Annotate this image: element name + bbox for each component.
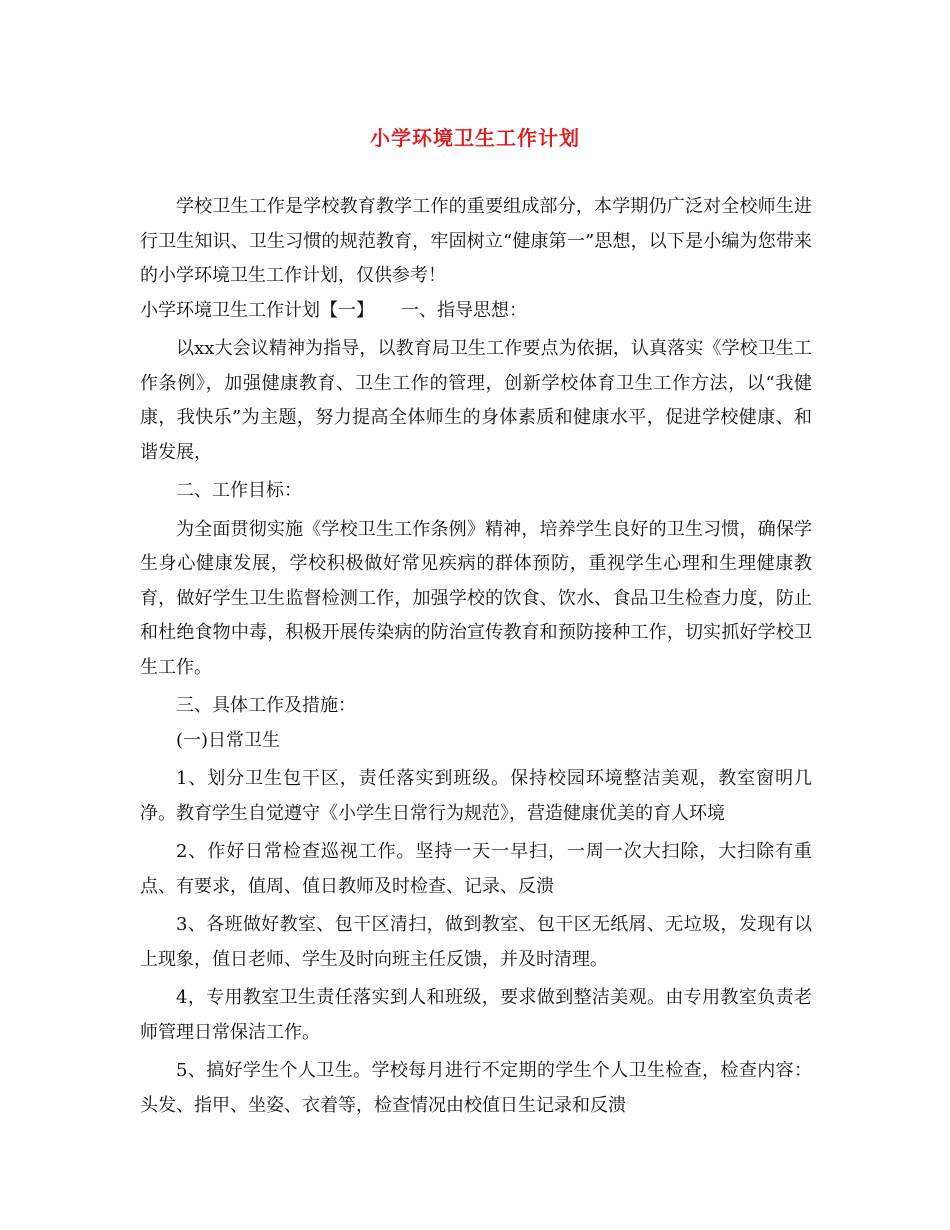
list-item-4: 4，专用教室卫生责任落实到人和班级，要求做到整洁美观。由专用教室负责老师管理日常保洁工作。 bbox=[140, 987, 812, 1043]
list-item-2: 2、作好日常检查巡视工作。坚持一天一早扫，一周一次大扫除，大扫除有重点、有要求，值周、值日教师及时检查、记录、反溃 bbox=[140, 841, 812, 897]
section-heading-measures: 三、具体工作及措施： bbox=[176, 695, 356, 716]
document-body bbox=[140, 190, 812, 1123]
section-heading-plan-one: 小学环境卫生工作计划【一】 一、指导思想： bbox=[140, 299, 527, 321]
document-title: 小学环境卫生工作计划 bbox=[370, 126, 580, 150]
paragraph-intro: 学校卫生工作是学校教育教学工作的重要组成部分，本学期仍广泛对全校师生进行卫生知识、卫生习惯的规范教育，牢固树立“健康第一”思想，以下是小编为您带来的小学环境卫生工作计划，仅供参考！ bbox=[140, 196, 812, 286]
subsection-heading-daily-hygiene: (一)日常卫生 bbox=[176, 729, 281, 751]
section-heading-goals: 二、工作目标： bbox=[176, 480, 302, 501]
list-item-5: 5、搞好学生个人卫生。学校每月进行不定期的学生个人卫生检查，检查内容：头发、指甲、坐姿、衣着等，检查情况由校值日生记录和反溃 bbox=[140, 1060, 812, 1116]
paragraph-goals: 为全面贯彻实施《学校卫生工作条例》精神，培养学生良好的卫生习惯，确保学生身心健康发展，学校积极做好常见疾病的群体预防，重视学生心理和生理健康教育，做好学生卫生监督检测工作，加强学校的饮食、饮水、食品卫生检查力度，防止和杜绝食物中毒，积极开展传染病的防治宣传教育和预防接种工作，切实抓好学校卫生工作。 bbox=[140, 518, 812, 678]
list-item-1: 1、划分卫生包干区，责任落实到班级。保持校园环境整洁美观，教室窗明几净。教育学生自觉遵守《小学生日常行为规范》，营造健康优美的育人环境 bbox=[140, 768, 812, 824]
paragraph-guiding-thought: 以xx大会议精神为指导，以教育局卫生工作要点为依据，认真落实《学校卫生工作条例》，加强健康教育、卫生工作的管理，创新学校体育卫生工作方法，以“我健康，我快乐”为主题，努力提高全体师生的身体素质和健康水平，促进学校健康、和谐发展， bbox=[140, 338, 812, 463]
list-item-3: 3、各班做好教室、包干区清扫，做到教室、包干区无纸屑、无垃圾，发现有以上现象，值日老师、学生及时向班主任反馈，并及时清理。 bbox=[140, 914, 812, 970]
